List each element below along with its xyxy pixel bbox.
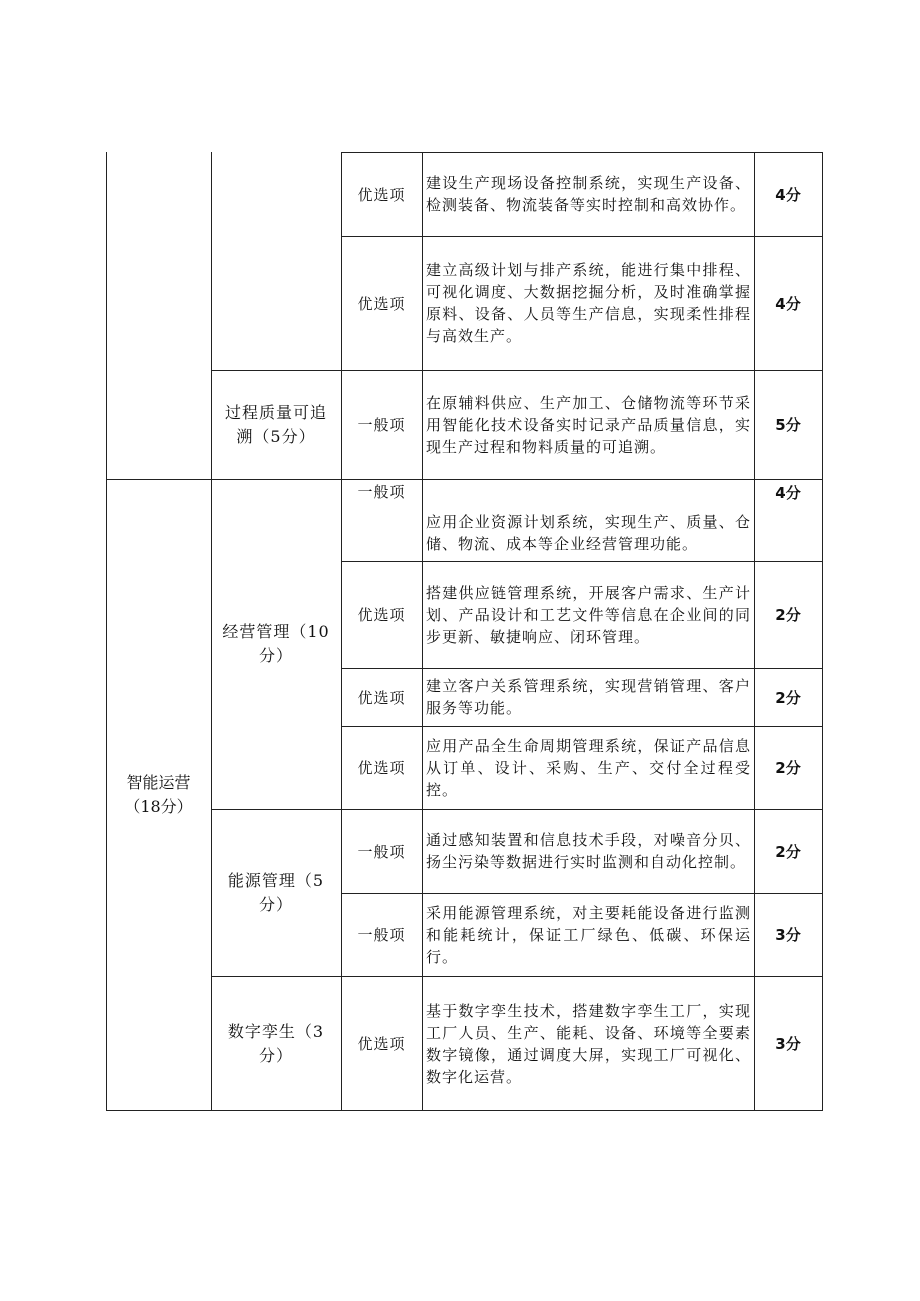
subcategory-cell-continued bbox=[211, 152, 341, 370]
item-description: 搭建供应链管理系统，开展客户需求、生产计划、产品设计和工艺文件等信息在企业间的同步更新、敏捷响应、闭环管理。 bbox=[426, 583, 751, 646]
item-type: 一般项 bbox=[357, 416, 406, 434]
grid-line bbox=[822, 152, 823, 1111]
grid-line bbox=[422, 152, 423, 1111]
item-description: 建设生产现场设备控制系统，实现生产设备、检测装备、物流装备等实时控制和高效协作。 bbox=[426, 174, 751, 214]
item-score: 5分 bbox=[775, 416, 801, 434]
item-type: 优选项 bbox=[357, 606, 406, 624]
item-score-cell bbox=[754, 668, 822, 726]
item-description-cell bbox=[422, 976, 754, 1111]
item-description-cell bbox=[422, 561, 754, 668]
item-type-cell bbox=[341, 561, 422, 668]
item-score-cell bbox=[754, 451, 822, 533]
item-score-cell bbox=[754, 152, 822, 236]
grid-line bbox=[211, 976, 823, 977]
item-score: 2分 bbox=[775, 842, 801, 861]
subcategory-cell bbox=[211, 976, 341, 1111]
item-description-cell bbox=[422, 152, 754, 236]
item-type-cell bbox=[341, 236, 422, 370]
item-description-cell bbox=[422, 893, 754, 976]
grid-line bbox=[106, 479, 823, 480]
item-description: 在原辅料供应、生产加工、仓储物流等环节采用智能化技术设备实时记录产品质量信息，实现生产过程和物料质量的可追溯。 bbox=[426, 393, 751, 456]
grid-line bbox=[106, 152, 107, 1111]
grid-line bbox=[211, 370, 823, 371]
item-type-cell bbox=[341, 450, 422, 532]
subcategory-cell bbox=[211, 809, 341, 976]
grid-line bbox=[106, 1110, 823, 1111]
grid-line bbox=[341, 561, 823, 562]
item-description: 采用能源管理系统，对主要耗能设备进行监测和能耗统计，保证工厂绿色、低碳、环保运行。 bbox=[426, 903, 751, 966]
item-score-cell bbox=[754, 893, 822, 976]
grid-line bbox=[341, 236, 823, 237]
item-description-cell bbox=[422, 726, 754, 809]
item-description-cell bbox=[422, 668, 754, 726]
subcategory-cell bbox=[211, 370, 341, 479]
item-type-cell bbox=[341, 152, 422, 236]
item-score-cell bbox=[754, 726, 822, 809]
item-description: 基于数字孪生技术，搭建数字孪生工厂，实现工厂人员、生产、能耗、设备、环境等全要素数字镜像，通过调度大屏，实现工厂可视化、数字化运营。 bbox=[426, 1001, 751, 1086]
item-score: 4分 bbox=[775, 185, 801, 204]
item-type: 优选项 bbox=[357, 185, 406, 204]
item-score: 3分 bbox=[775, 926, 801, 944]
item-description: 建立高级计划与排产系统，能进行集中排程、可视化调度、大数据挖掘分析，及时准确掌握原料、设备、人员等生产信息，实现柔性排程与高效生产。 bbox=[426, 261, 751, 345]
item-score-cell bbox=[754, 236, 822, 370]
item-type: 优选项 bbox=[357, 759, 406, 777]
item-type-cell bbox=[341, 976, 422, 1111]
grid-line bbox=[341, 668, 823, 669]
grid-line bbox=[341, 152, 823, 153]
subcategory-label: 能源管理（5分） bbox=[227, 870, 325, 914]
item-description-cell bbox=[422, 236, 754, 370]
grid-line bbox=[211, 809, 823, 810]
item-score: 2分 bbox=[775, 606, 801, 624]
grid-line bbox=[754, 152, 755, 1111]
grid-line bbox=[341, 726, 823, 727]
item-description-cell bbox=[422, 809, 754, 893]
item-description: 应用产品全生命周期管理系统，保证产品信息从订单、设计、采购、生产、交付全过程受控。 bbox=[426, 736, 751, 799]
requirements-table bbox=[106, 152, 823, 1111]
item-type: 一般项 bbox=[357, 926, 406, 944]
item-type-cell bbox=[341, 726, 422, 809]
item-score: 2分 bbox=[775, 759, 801, 777]
item-score-cell bbox=[754, 561, 822, 668]
item-type: 一般项 bbox=[357, 482, 406, 501]
item-score: 3分 bbox=[775, 1035, 801, 1053]
subcategory-label: 经营管理（10分） bbox=[222, 622, 330, 665]
item-type: 优选项 bbox=[357, 294, 406, 313]
item-score: 2分 bbox=[775, 688, 801, 707]
subcategory-label: 过程质量可追溯（5分） bbox=[224, 402, 327, 446]
item-description: 建立客户关系管理系统，实现营销管理、客户服务等功能。 bbox=[426, 677, 751, 717]
item-description: 应用企业资源计划系统，实现生产、质量、仓储、物流、成本等企业经营管理功能。 bbox=[426, 513, 751, 553]
subcategory-label: 数字孪生（3分） bbox=[227, 1021, 325, 1065]
item-score-cell bbox=[754, 809, 822, 893]
item-score-cell bbox=[754, 976, 822, 1111]
item-type: 一般项 bbox=[357, 842, 406, 861]
grid-line bbox=[211, 152, 212, 1111]
item-description: 通过感知装置和信息技术手段，对噪音分贝、扬尘污染等数据进行实时监测和自动化控制。 bbox=[426, 831, 751, 871]
item-type: 优选项 bbox=[357, 1035, 406, 1053]
item-type: 优选项 bbox=[357, 688, 406, 707]
item-score: 4分 bbox=[775, 294, 801, 313]
item-description-cell bbox=[422, 370, 754, 479]
category-cell bbox=[106, 479, 211, 1111]
item-type-cell bbox=[341, 893, 422, 976]
subcategory-cell bbox=[211, 479, 341, 809]
category-label: 智能运营（18分） bbox=[124, 773, 193, 816]
item-type-cell bbox=[341, 668, 422, 726]
item-type-cell bbox=[341, 809, 422, 893]
item-score: 4分 bbox=[775, 483, 801, 502]
grid-line bbox=[341, 893, 823, 894]
grid-line bbox=[341, 152, 342, 1111]
